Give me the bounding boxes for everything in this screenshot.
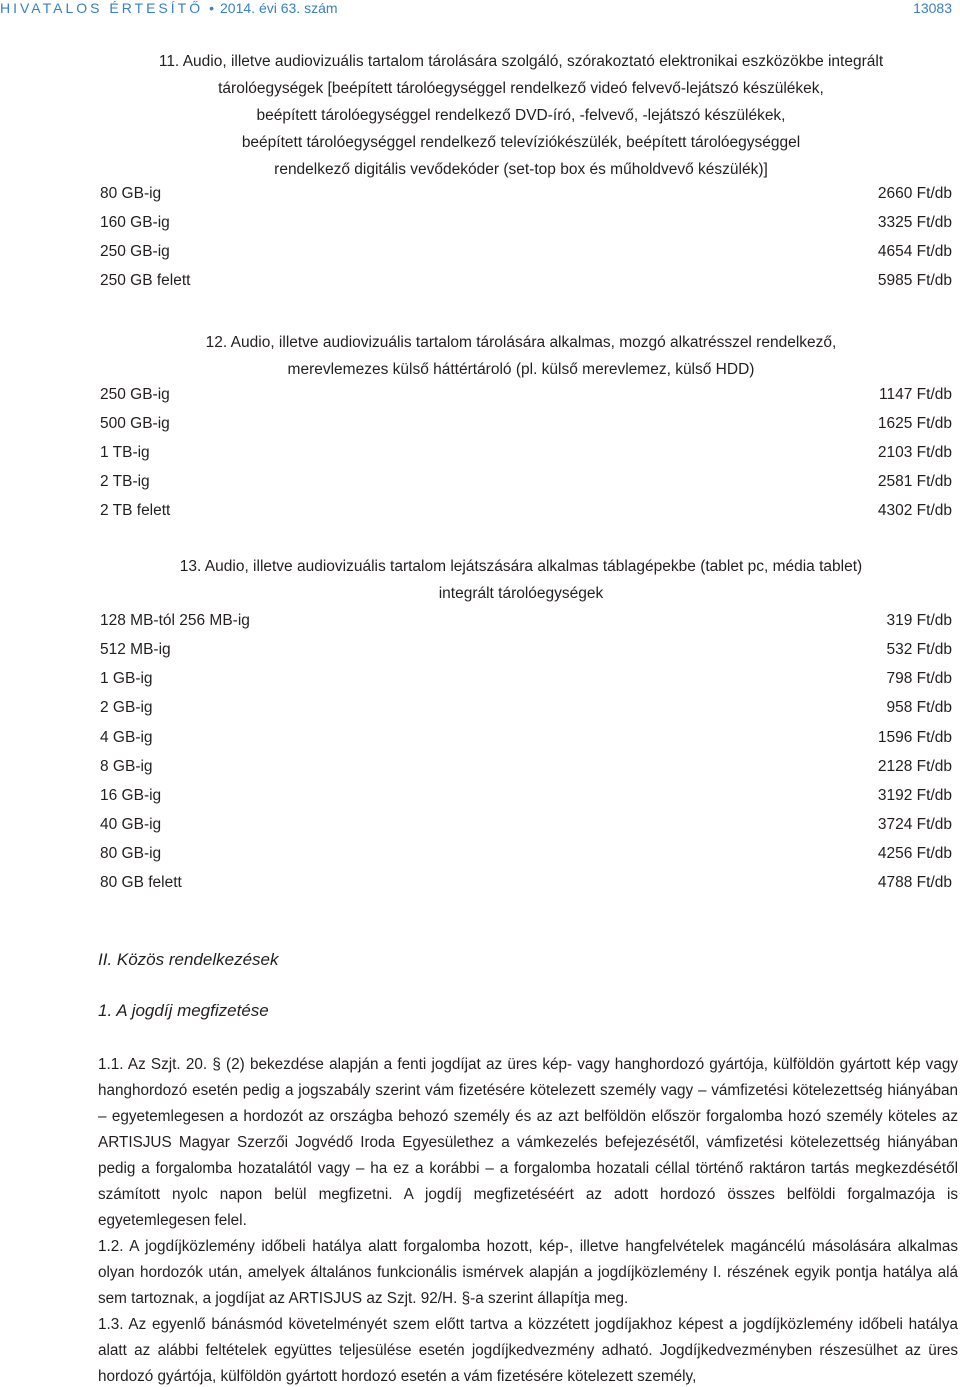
row-value: 532 Ft/db bbox=[886, 641, 952, 658]
row-label: 40 GB-ig bbox=[100, 816, 162, 833]
row-label: 500 GB-ig bbox=[100, 415, 170, 432]
header-separator-dot: • bbox=[209, 0, 215, 16]
item-13-heading-line: integrált tárolóegységek bbox=[438, 585, 604, 602]
header-publication-info bbox=[0, 0, 338, 16]
row-value: 2581 Ft/db bbox=[877, 473, 952, 490]
item-13-row bbox=[100, 639, 952, 661]
row-label: 80 GB-ig bbox=[100, 845, 162, 862]
row-value: 1147 Ft/db bbox=[879, 386, 952, 403]
item-11-heading-line: 11. Audio, illetve audiovizuális tartalom tárolására szolgáló, szórakoztató elektronikai eszközökbe integrált bbox=[158, 53, 884, 70]
item-11-heading-line: beépített tárolóegységgel rendelkező televíziókészülék, beépített tárolóegységgel bbox=[241, 134, 801, 151]
row-label: 512 MB-ig bbox=[100, 641, 171, 658]
item-13-row bbox=[100, 668, 952, 690]
item-13-row bbox=[100, 610, 952, 632]
paragraph-1-3: 1.3. Az egyenlő bánásmód követelményét szem előtt tartva a közzétett jogdíjakhoz képest a jogdíjközlemény időbeli hatálya alatt az alábbi feltételek együttes teljesülése esetén jogdíjkedvezmény adható. Jogdíjkedvezményben részesülhet az üres hordozó gyártója, külföldön gyártott hordozó esetén a vám fizetésére kötelezett személy, bbox=[98, 1316, 958, 1385]
row-value: 798 Ft/db bbox=[886, 670, 952, 687]
row-value: 1625 Ft/db bbox=[877, 415, 952, 432]
item-13-row bbox=[100, 785, 952, 807]
row-label: 2 GB-ig bbox=[100, 699, 153, 716]
paragraph-1-2: 1.2. A jogdíjközlemény időbeli hatálya alatt forgalomba hozott, kép-, illetve hangfelvételek magáncélú másolására alkalmas olyan hordozók után, amelyek általános funkcionális ismérvek alapján a jogdíjközlemény I. részének egyik pontja hatálya alá sem tartoznak, a jogdíjat az ARTISJUS az Szjt. 92/H. §-a szerint állapítja meg. bbox=[98, 1238, 958, 1307]
row-label: 80 GB-ig bbox=[100, 185, 162, 202]
item-12-heading bbox=[100, 329, 942, 383]
row-label: 250 GB-ig bbox=[100, 243, 170, 260]
row-value: 4302 Ft/db bbox=[877, 502, 952, 519]
row-label: 80 GB felett bbox=[100, 874, 182, 891]
row-value: 3724 Ft/db bbox=[877, 816, 952, 833]
item-13-heading bbox=[100, 553, 942, 607]
row-value: 5985 Ft/db bbox=[877, 272, 952, 289]
item-13-row bbox=[100, 872, 952, 894]
row-value: 4654 Ft/db bbox=[877, 243, 952, 260]
item-12-heading-line: 12. Audio, illetve audiovizuális tartalom tárolására alkalmas, mozgó alkatrésszel rendelkező, bbox=[205, 334, 837, 351]
row-label: 4 GB-ig bbox=[100, 729, 153, 746]
row-value: 1596 Ft/db bbox=[877, 729, 952, 746]
page-number: 13083 bbox=[913, 0, 952, 16]
row-label: 16 GB-ig bbox=[100, 787, 162, 804]
item-11-heading bbox=[100, 48, 942, 183]
item-11-heading-line: beépített tárolóegységgel rendelkező DVD-író, -felvevő, -lejátszó készülékek, bbox=[256, 107, 786, 124]
item-11-row bbox=[100, 270, 952, 292]
paragraph-1-1: 1.1. Az Szjt. 20. § (2) bekezdése alapján a fenti jogdíjat az üres kép- vagy hanghordozó gyártója, külföldön gyártott kép vagy hanghordozó esetén pedig a jogszabály szerint vám fizetésére kötelezett személy vagy – vámfizetési kötelezettség hiányában – egyetemlegesen a hordozót az országba behozó személy és az azt belföldön először forgalomba hozó személy köteles az ARTISJUS Magyar Szerzői Jogvédő Iroda Egyesülethez a vámkezelés befejezésétől, vámfizetési kötelezettség hiányában pedig a forgalomba hozatalától vagy – ha ez a korábbi – a forgalomba hozatali céllal történő raktáron tartás megkezdésétől számított nyolc napon belül megfizetni. A jogdíj megfizetéséért az adott hordozó összes belföldi forgalmazója is egyetemlegesen felel. bbox=[98, 1056, 958, 1229]
row-label: 160 GB-ig bbox=[100, 214, 170, 231]
row-value: 2103 Ft/db bbox=[877, 444, 952, 461]
item-11-heading-line: tárolóegységek [beépített tárolóegységgel rendelkező videó felvevő-lejátszó készülékek, bbox=[218, 80, 824, 97]
row-value: 3192 Ft/db bbox=[877, 787, 952, 804]
item-12-row bbox=[100, 384, 952, 406]
section-title: II. Közös rendelkezések bbox=[98, 950, 279, 969]
item-13-row bbox=[100, 756, 952, 778]
row-value: 4788 Ft/db bbox=[877, 874, 952, 891]
item-12-row bbox=[100, 471, 952, 493]
section-subtitle: 1. A jogdíj megfizetése bbox=[98, 1001, 269, 1020]
item-13-heading-line: 13. Audio, illetve audiovizuális tartalom lejátszására alkalmas táblagépekbe (tablet pc, média tablet) bbox=[179, 558, 863, 575]
row-label: 2 TB felett bbox=[100, 502, 171, 519]
row-value: 2660 Ft/db bbox=[877, 185, 952, 202]
row-label: 1 TB-ig bbox=[100, 444, 150, 461]
publication-name: HIVATALOS ÉRTESÍTŐ bbox=[0, 0, 204, 16]
item-11-row bbox=[100, 241, 952, 263]
row-value: 319 Ft/db bbox=[886, 612, 952, 629]
item-13-row bbox=[100, 697, 952, 719]
item-11-row bbox=[100, 212, 952, 234]
item-12-row bbox=[100, 500, 952, 522]
row-label: 2 TB-ig bbox=[100, 473, 150, 490]
row-value: 958 Ft/db bbox=[886, 699, 952, 716]
row-label: 128 MB-tól 256 MB-ig bbox=[100, 612, 250, 629]
item-12-row bbox=[100, 442, 952, 464]
item-13-row bbox=[100, 727, 952, 749]
row-label: 8 GB-ig bbox=[100, 758, 153, 775]
item-13-row bbox=[100, 843, 952, 865]
page-header bbox=[0, 0, 960, 20]
row-value: 3325 Ft/db bbox=[877, 214, 952, 231]
item-12-heading-line: merevlemezes külső háttértároló (pl. külső merevlemez, külső HDD) bbox=[287, 361, 755, 378]
item-13-row bbox=[100, 814, 952, 836]
item-11-row bbox=[100, 183, 952, 205]
row-label: 1 GB-ig bbox=[100, 670, 153, 687]
item-12-row bbox=[100, 413, 952, 435]
item-11-heading-line: rendelkező digitális vevődekóder (set-top box és műholdvevő készülék)] bbox=[274, 161, 768, 178]
row-label: 250 GB-ig bbox=[100, 386, 170, 403]
issue-label: 2014. évi 63. szám bbox=[220, 0, 338, 16]
row-label: 250 GB felett bbox=[100, 272, 191, 289]
row-value: 4256 Ft/db bbox=[877, 845, 952, 862]
row-value: 2128 Ft/db bbox=[877, 758, 952, 775]
